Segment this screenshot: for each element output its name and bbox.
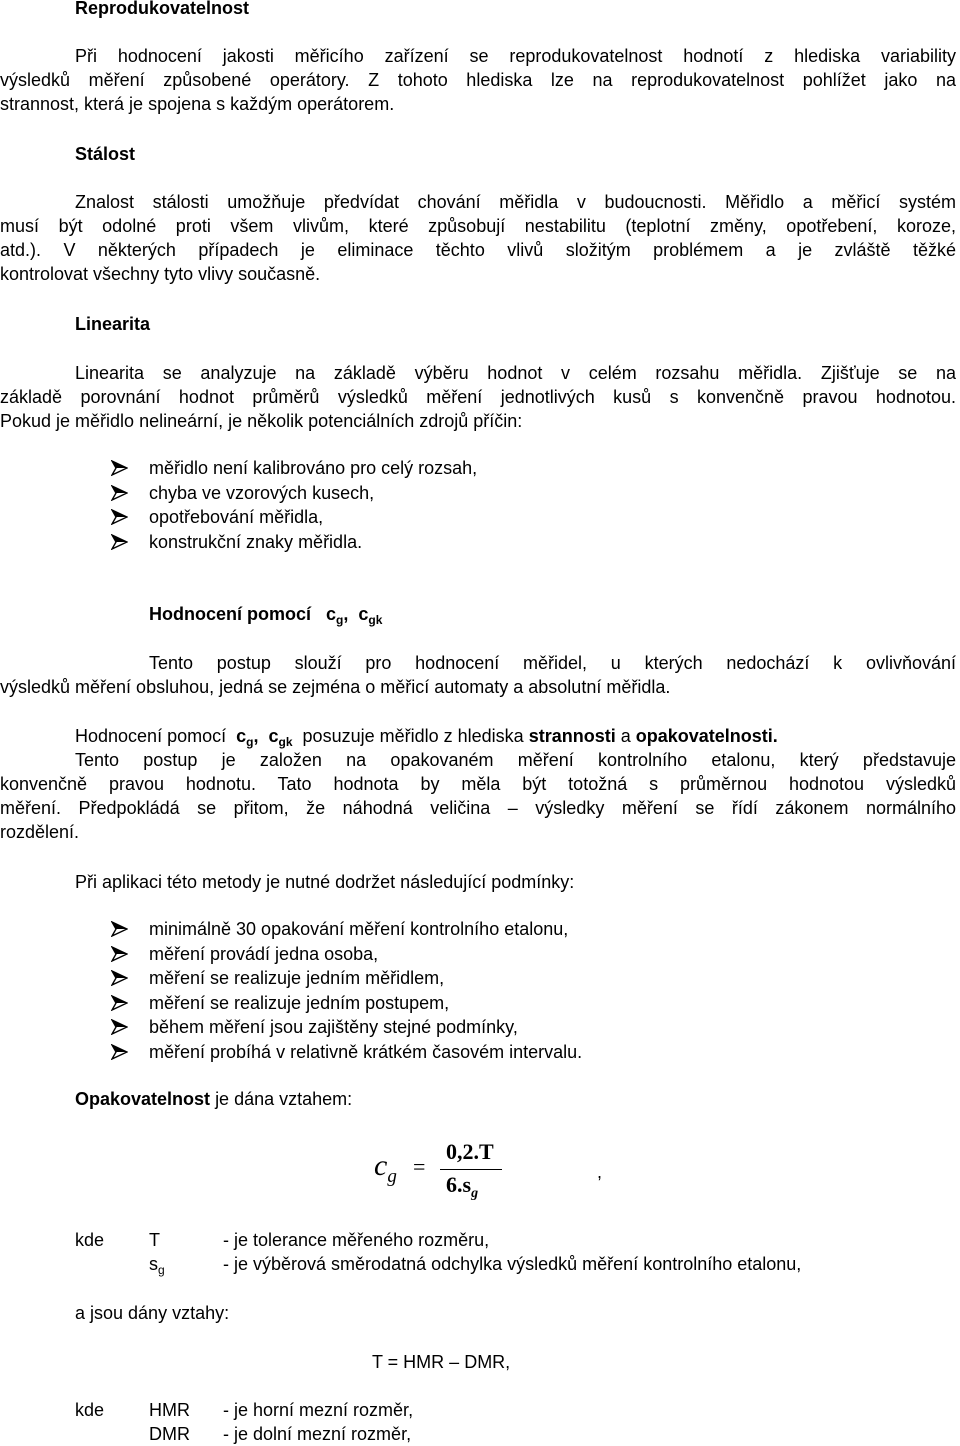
paragraph-line: Znalost stálosti umožňuje předvídat chování měřidla v budoucnosti. Měřidlo a měřicí systém xyxy=(75,192,956,212)
list-item: minimálně 30 opakování měření kontrolního etalonu, xyxy=(149,919,569,939)
list-item: měřidlo není kalibrováno pro celý rozsah, xyxy=(149,458,478,478)
formula-denominator: $6.s_g$ xyxy=(446,1172,479,1201)
list-item: opotřebování měřidla, xyxy=(149,507,324,528)
kde-label: kde xyxy=(75,1400,105,1420)
list-item: chyba ve vzorových kusech, xyxy=(149,482,375,503)
paragraph-line: výsledků měření způsobené operátory. Z tohoto hlediska lze na reprodukovatelnost pohlížet jako na xyxy=(0,70,956,90)
paragraph-line: musí být odolné proti všem vlivům, které způsobují nestabilitu (teplotní změny, opotřebení, koroze, xyxy=(0,216,956,236)
formula-equals: = xyxy=(413,1154,426,1179)
paragraph-line: Pokud je měřidlo nelineární, je několik potenciálních zdrojů příčin: xyxy=(0,411,523,431)
symbol-description: - je dolní mezní rozměr, xyxy=(223,1424,412,1444)
symbol-description: - je horní mezní rozměr, xyxy=(223,1400,414,1420)
paragraph-line: Linearita se analyzuje na základě výběru hodnot v celém rozsahu měřidla. Zjišťuje se na xyxy=(75,363,956,383)
paragraph-line: rozdělení. xyxy=(0,822,80,842)
conditions-intro: Při aplikaci této metody je nutné dodržet následující podmínky: xyxy=(75,872,575,892)
arrowhead-bullet-icon xyxy=(108,942,134,966)
paragraph-line: Tento postup slouží pro hodnocení měřidel, u kterých nedochází k ovlivňování xyxy=(149,653,956,673)
arrowhead-bullet-icon xyxy=(108,481,134,505)
arrowhead-bullet-icon xyxy=(108,530,134,554)
heading-linearita: Linearita xyxy=(75,314,151,334)
arrowhead-bullet-icon xyxy=(108,456,134,480)
paragraph-line: Hodnocení pomocí $c_g$, $c_{gk}$ posuzuje měřidlo z hlediska strannosti a opakovatelnosti. xyxy=(75,726,778,749)
arrowhead-bullet-icon xyxy=(108,966,134,990)
symbol-description: - je výběrová směrodatná odchylka výsledků měření kontrolního etalonu, xyxy=(223,1254,802,1274)
formula-lhs: $c_g$ xyxy=(374,1149,397,1187)
formula-trail: , xyxy=(597,1162,603,1182)
fraction-bar xyxy=(440,1169,502,1170)
relation-T: T = HMR – DMR, xyxy=(372,1352,511,1372)
list-item: měření provádí jedna osoba, xyxy=(149,943,379,964)
arrowhead-bullet-icon xyxy=(108,917,134,941)
symbol-description: - je tolerance měřeného rozměru, xyxy=(223,1230,490,1250)
paragraph-line: Tento postup je založen na opakovaném měření kontrolního etalonu, který představuje xyxy=(75,750,956,770)
paragraph-line: výsledků měření obsluhou, jedná se zejména o měřicí automaty a absolutní měřidla. xyxy=(0,677,671,697)
paragraph-line: kontrolovat všechny tyto vlivy současně. xyxy=(0,264,321,284)
heading-reprodukovatelnost: Reprodukovatelnost xyxy=(75,0,250,18)
paragraph-line: Při hodnocení jakosti měřicího zařízení se reprodukovatelnost hodnotí z hlediska variability xyxy=(75,46,956,66)
list-item: měření se realizuje jedním měřidlem, xyxy=(149,968,445,989)
heading-stalost: Stálost xyxy=(75,144,136,164)
paragraph-line: strannost, která je spojena s každým operátorem. xyxy=(0,94,395,114)
symbol-T: T xyxy=(149,1230,160,1250)
paragraph-line: atd.). V některých případech je eliminace těchto vlivů složitým problémem a je zvláště těžké xyxy=(0,240,956,260)
symbol-sg: $s_g$ xyxy=(149,1254,165,1277)
list-item: měření probíhá v relativně krátkém časovém intervalu. xyxy=(149,1042,583,1062)
kde-label: kde xyxy=(75,1230,105,1250)
arrowhead-bullet-icon xyxy=(108,1040,134,1064)
heading-hodnoceni: Hodnocení pomocí $c_g$, $c_{gk}$ xyxy=(149,604,383,627)
arrowhead-bullet-icon xyxy=(108,505,134,529)
list-item: měření se realizuje jedním postupem, xyxy=(149,992,450,1013)
arrowhead-bullet-icon xyxy=(108,991,134,1015)
relations-intro: a jsou dány vztahy: xyxy=(75,1303,230,1323)
paragraph-line: měření. Předpokládá se přitom, že náhodná veličina – výsledky měření se řídí zákonem normálního xyxy=(0,798,956,818)
symbol-DMR: DMR xyxy=(149,1424,190,1444)
paragraph-line: základě porovnání hodnot průměrů výsledků měření jednotlivých kusů s konvenčně pravou hodnotou. xyxy=(0,387,956,407)
formula-numerator: 0,2.T xyxy=(446,1139,494,1164)
paragraph-line: konvenčně pravou hodnotu. Tato hodnota by měla být totožná s průměrnou hodnotou výsledků xyxy=(0,774,956,794)
opakovatelnost-intro: Opakovatelnost je dána vztahem: xyxy=(75,1089,353,1109)
arrowhead-bullet-icon xyxy=(108,1015,134,1039)
list-item: během měření jsou zajištěny stejné podmínky, xyxy=(149,1017,518,1038)
list-item: konstrukční znaky měřidla. xyxy=(149,531,363,552)
symbol-HMR: HMR xyxy=(149,1400,190,1420)
